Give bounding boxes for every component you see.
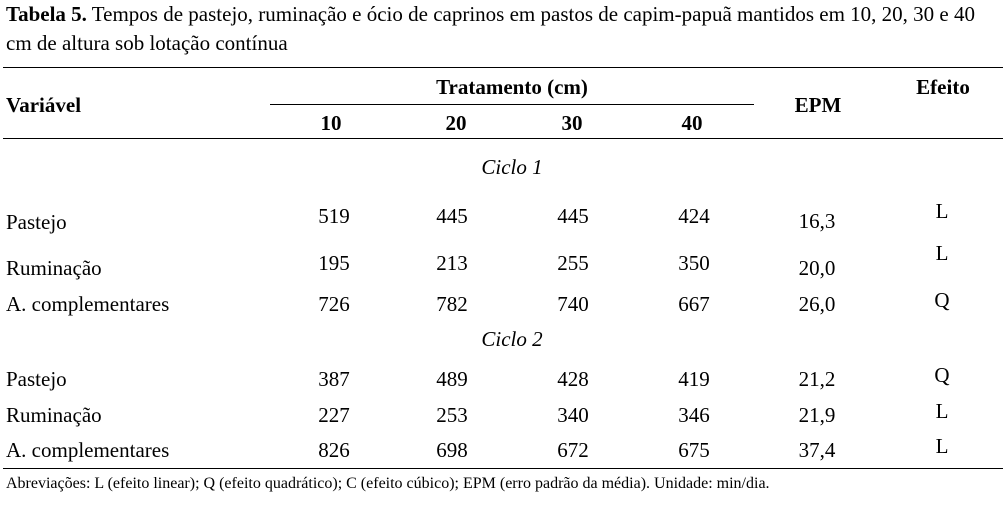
treatment-span-rule <box>270 104 754 105</box>
header-treatment-group: Tratamento (cm) <box>436 75 588 99</box>
caption-label: Tabela 5. <box>6 2 87 26</box>
header-effect: Efeito <box>916 75 970 99</box>
row-value: 387 <box>318 367 350 391</box>
row-value: 253 <box>436 403 468 427</box>
header-treatment-10: 10 <box>320 111 342 135</box>
row-epm: 20,0 <box>798 256 836 280</box>
row-effect: L <box>935 399 949 423</box>
row-value: 419 <box>678 367 710 391</box>
row-value: 698 <box>436 438 468 462</box>
row-variable: A. complementares <box>6 438 170 462</box>
row-variable: Pastejo <box>6 210 67 234</box>
row-effect: Q <box>934 288 950 312</box>
row-value: 340 <box>557 403 589 427</box>
header-bottom-rule <box>3 138 1003 139</box>
row-variable: Ruminação <box>6 403 102 427</box>
row-value: 675 <box>678 438 710 462</box>
bottom-rule <box>3 468 1003 469</box>
cycle-title: Ciclo 1 <box>481 155 543 179</box>
header-variable: Variável <box>6 93 82 117</box>
row-value: 445 <box>436 204 468 228</box>
cycle-title: Ciclo 2 <box>481 327 543 351</box>
row-effect: L <box>935 199 949 223</box>
row-value: 667 <box>678 292 710 316</box>
caption-text: Tempos de pastejo, ruminação e ócio de caprinos em pastos de capim-papuã mantidos em 10, 20, 30 e 40 cm de altura sob lotação contínua <box>6 2 975 55</box>
row-value: 428 <box>557 367 589 391</box>
row-value: 445 <box>557 204 589 228</box>
row-value: 227 <box>318 403 350 427</box>
table-caption <box>6 0 1000 58</box>
row-value: 519 <box>318 204 350 228</box>
row-epm: 16,3 <box>798 209 836 233</box>
top-rule <box>3 67 1003 68</box>
row-value: 346 <box>678 403 710 427</box>
row-value: 350 <box>678 251 710 275</box>
row-value: 726 <box>318 292 350 316</box>
row-variable: A. complementares <box>6 292 170 316</box>
row-value: 195 <box>318 251 350 275</box>
header-treatment-40: 40 <box>681 111 703 135</box>
row-effect: Q <box>934 363 950 387</box>
row-value: 489 <box>436 367 468 391</box>
row-value: 424 <box>678 204 710 228</box>
header-epm: EPM <box>794 93 842 117</box>
row-effect: L <box>935 241 949 265</box>
row-value: 740 <box>557 292 589 316</box>
row-value: 782 <box>436 292 468 316</box>
row-variable: Ruminação <box>6 256 102 280</box>
row-value: 255 <box>557 251 589 275</box>
row-epm: 26,0 <box>798 292 836 316</box>
row-epm: 21,2 <box>798 367 836 391</box>
row-effect: L <box>935 434 949 458</box>
header-treatment-20: 20 <box>445 111 467 135</box>
row-epm: 37,4 <box>798 438 836 462</box>
header-treatment-30: 30 <box>561 111 583 135</box>
row-epm: 21,9 <box>798 403 836 427</box>
row-value: 672 <box>557 438 589 462</box>
row-value: 826 <box>318 438 350 462</box>
row-value: 213 <box>436 251 468 275</box>
table-footnote: Abreviações: L (efeito linear); Q (efeito quadrático); C (efeito cúbico); EPM (erro padrão da média). Unidade: min/dia. <box>6 475 770 492</box>
row-variable: Pastejo <box>6 367 67 391</box>
